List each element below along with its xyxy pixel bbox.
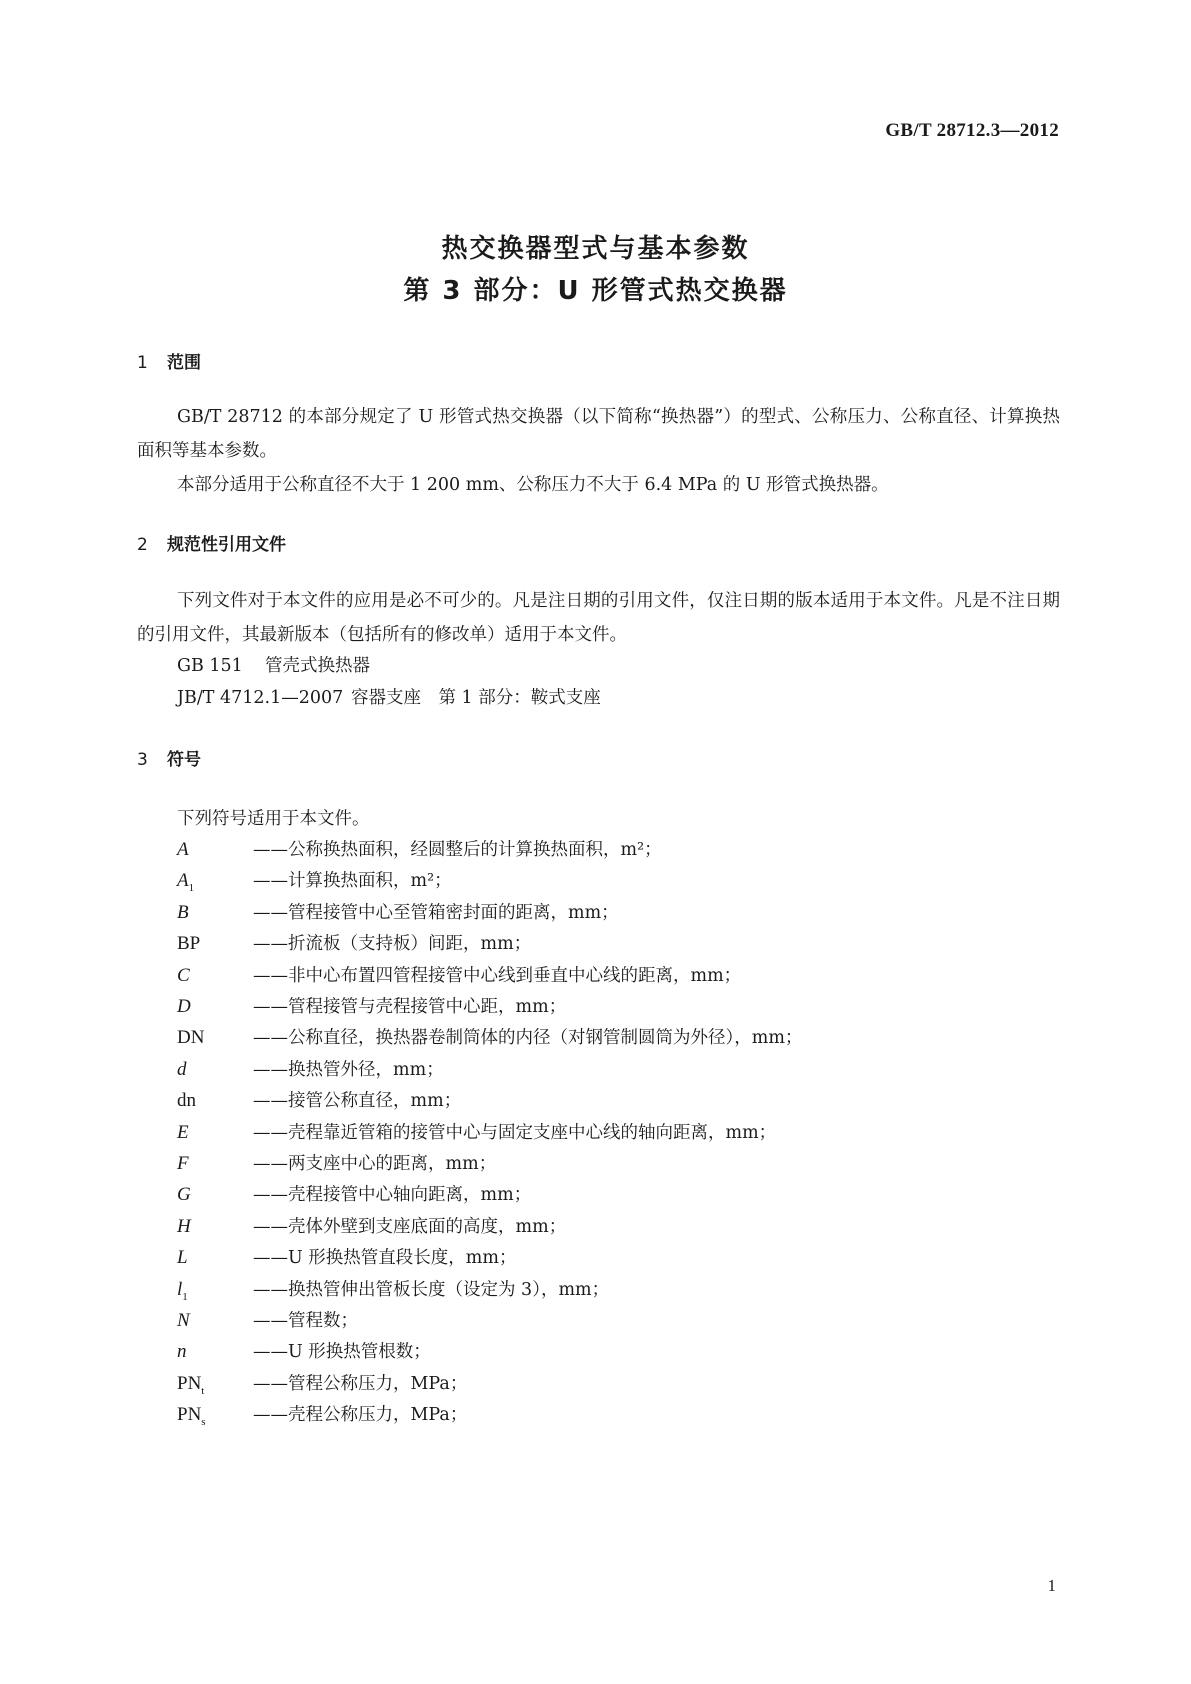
- document-title: 热交换器型式与基本参数: [441, 234, 750, 264]
- symbol-subscript: t: [201, 1384, 205, 1397]
- symbol: [177, 1310, 253, 1332]
- symbol-definition: [177, 1024, 802, 1054]
- symbol-letter: F: [177, 1153, 189, 1174]
- symbol-letter: n: [177, 1341, 187, 1363]
- reference-code: JB/T 4712.1—2007: [177, 688, 344, 708]
- symbol-description: ——折流板（支持板）间距，mm；: [253, 934, 532, 955]
- symbol-description: ——壳程公称压力，MPa；: [253, 1405, 468, 1426]
- section-1-heading: [137, 348, 201, 373]
- symbol: [177, 1279, 253, 1303]
- symbol: [177, 1027, 253, 1049]
- symbol-letter: D: [177, 996, 191, 1017]
- symbol: [177, 1373, 253, 1397]
- reference-title: 管壳式换热器: [265, 656, 370, 676]
- symbol-letter: N: [177, 1310, 190, 1331]
- symbol-definition: [177, 962, 741, 992]
- standard-number: GB/T 28712.3—2012: [885, 120, 1059, 141]
- symbol-letter: H: [177, 1215, 191, 1237]
- symbol-letter: dn: [177, 1090, 196, 1112]
- section-2-paragraph-1: 下列文件对于本文件的应用是必不可少的。凡是注日期的引用文件，仅注日期的版本适用于本文件。凡是不注日期的引用文件，其最新版本（包括所有的修改单）适用于本文件。: [137, 591, 1060, 645]
- symbol-description: ——管程公称压力，MPa；: [253, 1373, 468, 1394]
- symbol-definition: [177, 1338, 431, 1368]
- symbol: [177, 1122, 253, 1144]
- section-1-paragraph-1: GB/T 28712 的本部分规定了 U 形管式热交换器（以下简称“换热器”）的型式、公称压力、公称直径、计算换热面积等基本参数。: [137, 407, 1060, 461]
- reference-item: [177, 684, 601, 709]
- symbol-definition: [177, 1244, 517, 1274]
- symbol-definition: [177, 1087, 461, 1117]
- symbol-definition: [177, 899, 619, 929]
- section-title: 范围: [167, 353, 201, 373]
- symbol-definition: [177, 1150, 496, 1180]
- symbol-definition: [177, 1276, 609, 1306]
- symbol-description: ——U 形换热管根数；: [253, 1342, 431, 1363]
- symbol: [177, 1404, 253, 1428]
- symbol: [177, 933, 253, 955]
- symbol-letter: E: [177, 1121, 189, 1143]
- symbol: [177, 1184, 253, 1206]
- symbol-description: ——管程接管与壳程接管中心距，mm；: [253, 997, 567, 1017]
- symbol-description: ——公称换热面积，经圆整后的计算换热面积，m²；: [253, 840, 662, 860]
- symbol-letter: d: [177, 1058, 187, 1080]
- symbol-definition: [177, 836, 662, 866]
- symbol: [177, 1341, 253, 1363]
- symbol-letter: B: [177, 901, 189, 923]
- symbol-letter: G: [177, 1184, 191, 1206]
- section-3-heading: [137, 745, 201, 770]
- symbol: [177, 1090, 253, 1112]
- symbol-letter: PN: [177, 1372, 202, 1394]
- page-number: 1: [1047, 1576, 1056, 1595]
- symbol-definition: [177, 993, 566, 1023]
- section-title: 规范性引用文件: [167, 535, 286, 555]
- symbol-description: ——管程数；: [253, 1311, 358, 1331]
- symbol-description: ——换热管伸出管板长度（设定为 3），mm；: [253, 1279, 610, 1300]
- symbol-description: ——两支座中心的距离，mm；: [253, 1154, 497, 1174]
- symbol-letter: PN: [177, 1404, 202, 1426]
- symbol: [177, 965, 253, 987]
- reference-code: GB 151: [177, 656, 243, 676]
- symbol: [177, 902, 253, 924]
- symbol-description: ——接管公称直径，mm；: [253, 1091, 462, 1112]
- symbol-letter: l: [177, 1278, 183, 1300]
- section-2-heading: [137, 530, 286, 555]
- symbol-letter: A: [177, 870, 189, 892]
- symbol-description: ——换热管外径，mm；: [253, 1059, 444, 1080]
- symbol: [177, 1059, 253, 1081]
- document-subtitle: 第 3 部分：U 形管式热交换器: [403, 276, 788, 306]
- symbol-description: ——壳体外壁到支座底面的高度，mm；: [253, 1216, 567, 1237]
- symbol-description: ——壳程接管中心轴向距离，mm；: [253, 1185, 532, 1206]
- symbol-letter: DN: [177, 1027, 205, 1049]
- symbol: [177, 1216, 253, 1238]
- section-1-paragraph-2: 本部分适用于公称直径不大于 1 200 mm、公称压力不大于 6.4 MPa 的 U 形管式换热器。: [177, 475, 889, 495]
- section-number: 2: [137, 535, 148, 555]
- symbol: [177, 996, 253, 1018]
- symbol-letter: L: [177, 1247, 188, 1269]
- symbol: [177, 1247, 253, 1269]
- symbol-definition: [177, 867, 452, 897]
- symbol-subscript: 1: [188, 882, 195, 895]
- symbol-description: ——非中心布置四管程接管中心线到垂直中心线的距离，mm；: [253, 965, 742, 986]
- symbol-definition: [177, 930, 531, 960]
- symbol-description: ——公称直径，换热器卷制筒体的内径（对钢管制圆筒为外径），mm；: [253, 1028, 803, 1049]
- symbol-subscript: 1: [182, 1290, 188, 1303]
- symbol-description: ——壳程靠近管箱的接管中心与固定支座中心线的轴向距离，mm；: [253, 1122, 777, 1143]
- symbol-description: ——管程接管中心至管箱密封面的距离，mm；: [253, 902, 619, 923]
- symbol-subscript: s: [201, 1415, 206, 1428]
- symbol-letter: A: [177, 839, 189, 860]
- symbol-definition: [177, 1370, 467, 1400]
- symbol-definition: [177, 1181, 531, 1211]
- symbol-definition: [177, 1401, 467, 1431]
- symbol-letter: C: [177, 964, 190, 986]
- reference-item: [177, 652, 370, 677]
- symbol: [177, 1153, 253, 1175]
- symbol-definition: [177, 1307, 358, 1337]
- section-number: 3: [137, 750, 148, 770]
- symbol-description: ——计算换热面积，m²；: [253, 871, 452, 892]
- reference-title: 容器支座 第 1 部分：鞍式支座: [351, 688, 601, 708]
- section-number: 1: [137, 353, 148, 373]
- symbol-definition: [177, 1213, 566, 1243]
- symbols-intro: 下列符号适用于本文件。: [177, 809, 370, 829]
- section-title: 符号: [167, 750, 201, 770]
- symbol-description: ——U 形换热管直段长度，mm；: [253, 1248, 517, 1269]
- symbol-definition: [177, 1119, 776, 1149]
- symbol-definition: [177, 1056, 444, 1086]
- symbol: [177, 870, 253, 894]
- symbol: [177, 839, 253, 861]
- symbol-letter: BP: [177, 933, 201, 955]
